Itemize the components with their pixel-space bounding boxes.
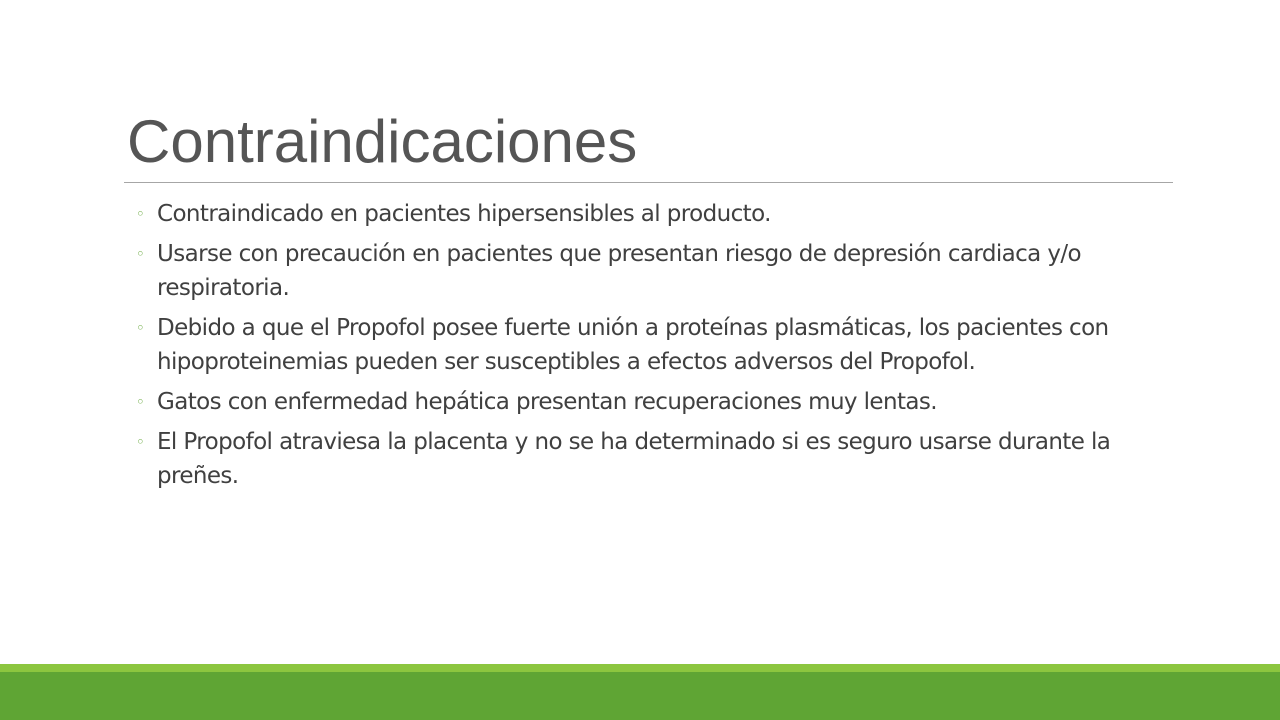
bullet-item — [136, 237, 1176, 305]
bullet-item — [136, 425, 1176, 493]
title-divider — [124, 182, 1173, 183]
bullet-circle-icon: ◦ — [136, 393, 145, 411]
bullet-text: Usarse con precaución en pacientes que presentan riesgo de depresión cardiaca y/o respiratoria. — [157, 241, 1082, 301]
bullet-list — [136, 197, 1176, 499]
bullet-item — [136, 197, 1176, 231]
bullet-item — [136, 311, 1176, 379]
bullet-text: Gatos con enfermedad hepática presentan recuperaciones muy lentas. — [157, 389, 937, 415]
bullet-item — [136, 385, 1176, 419]
slide-title: Contraindicaciones — [127, 108, 638, 175]
footer-accent-strip — [0, 664, 1280, 672]
bullet-circle-icon: ◦ — [136, 319, 145, 337]
bullet-circle-icon: ◦ — [136, 205, 145, 223]
footer-bar — [0, 672, 1280, 720]
bullet-text: El Propofol atraviesa la placenta y no se ha determinado si es seguro usarse durante la preñes. — [157, 429, 1111, 489]
bullet-circle-icon: ◦ — [136, 433, 145, 451]
bullet-circle-icon: ◦ — [136, 245, 145, 263]
bullet-text: Debido a que el Propofol posee fuerte unión a proteínas plasmáticas, los pacientes con hipoproteinemias pueden ser susceptibles a efectos adversos del Propofol. — [157, 315, 1109, 375]
bullet-text: Contraindicado en pacientes hipersensibles al producto. — [157, 201, 771, 227]
